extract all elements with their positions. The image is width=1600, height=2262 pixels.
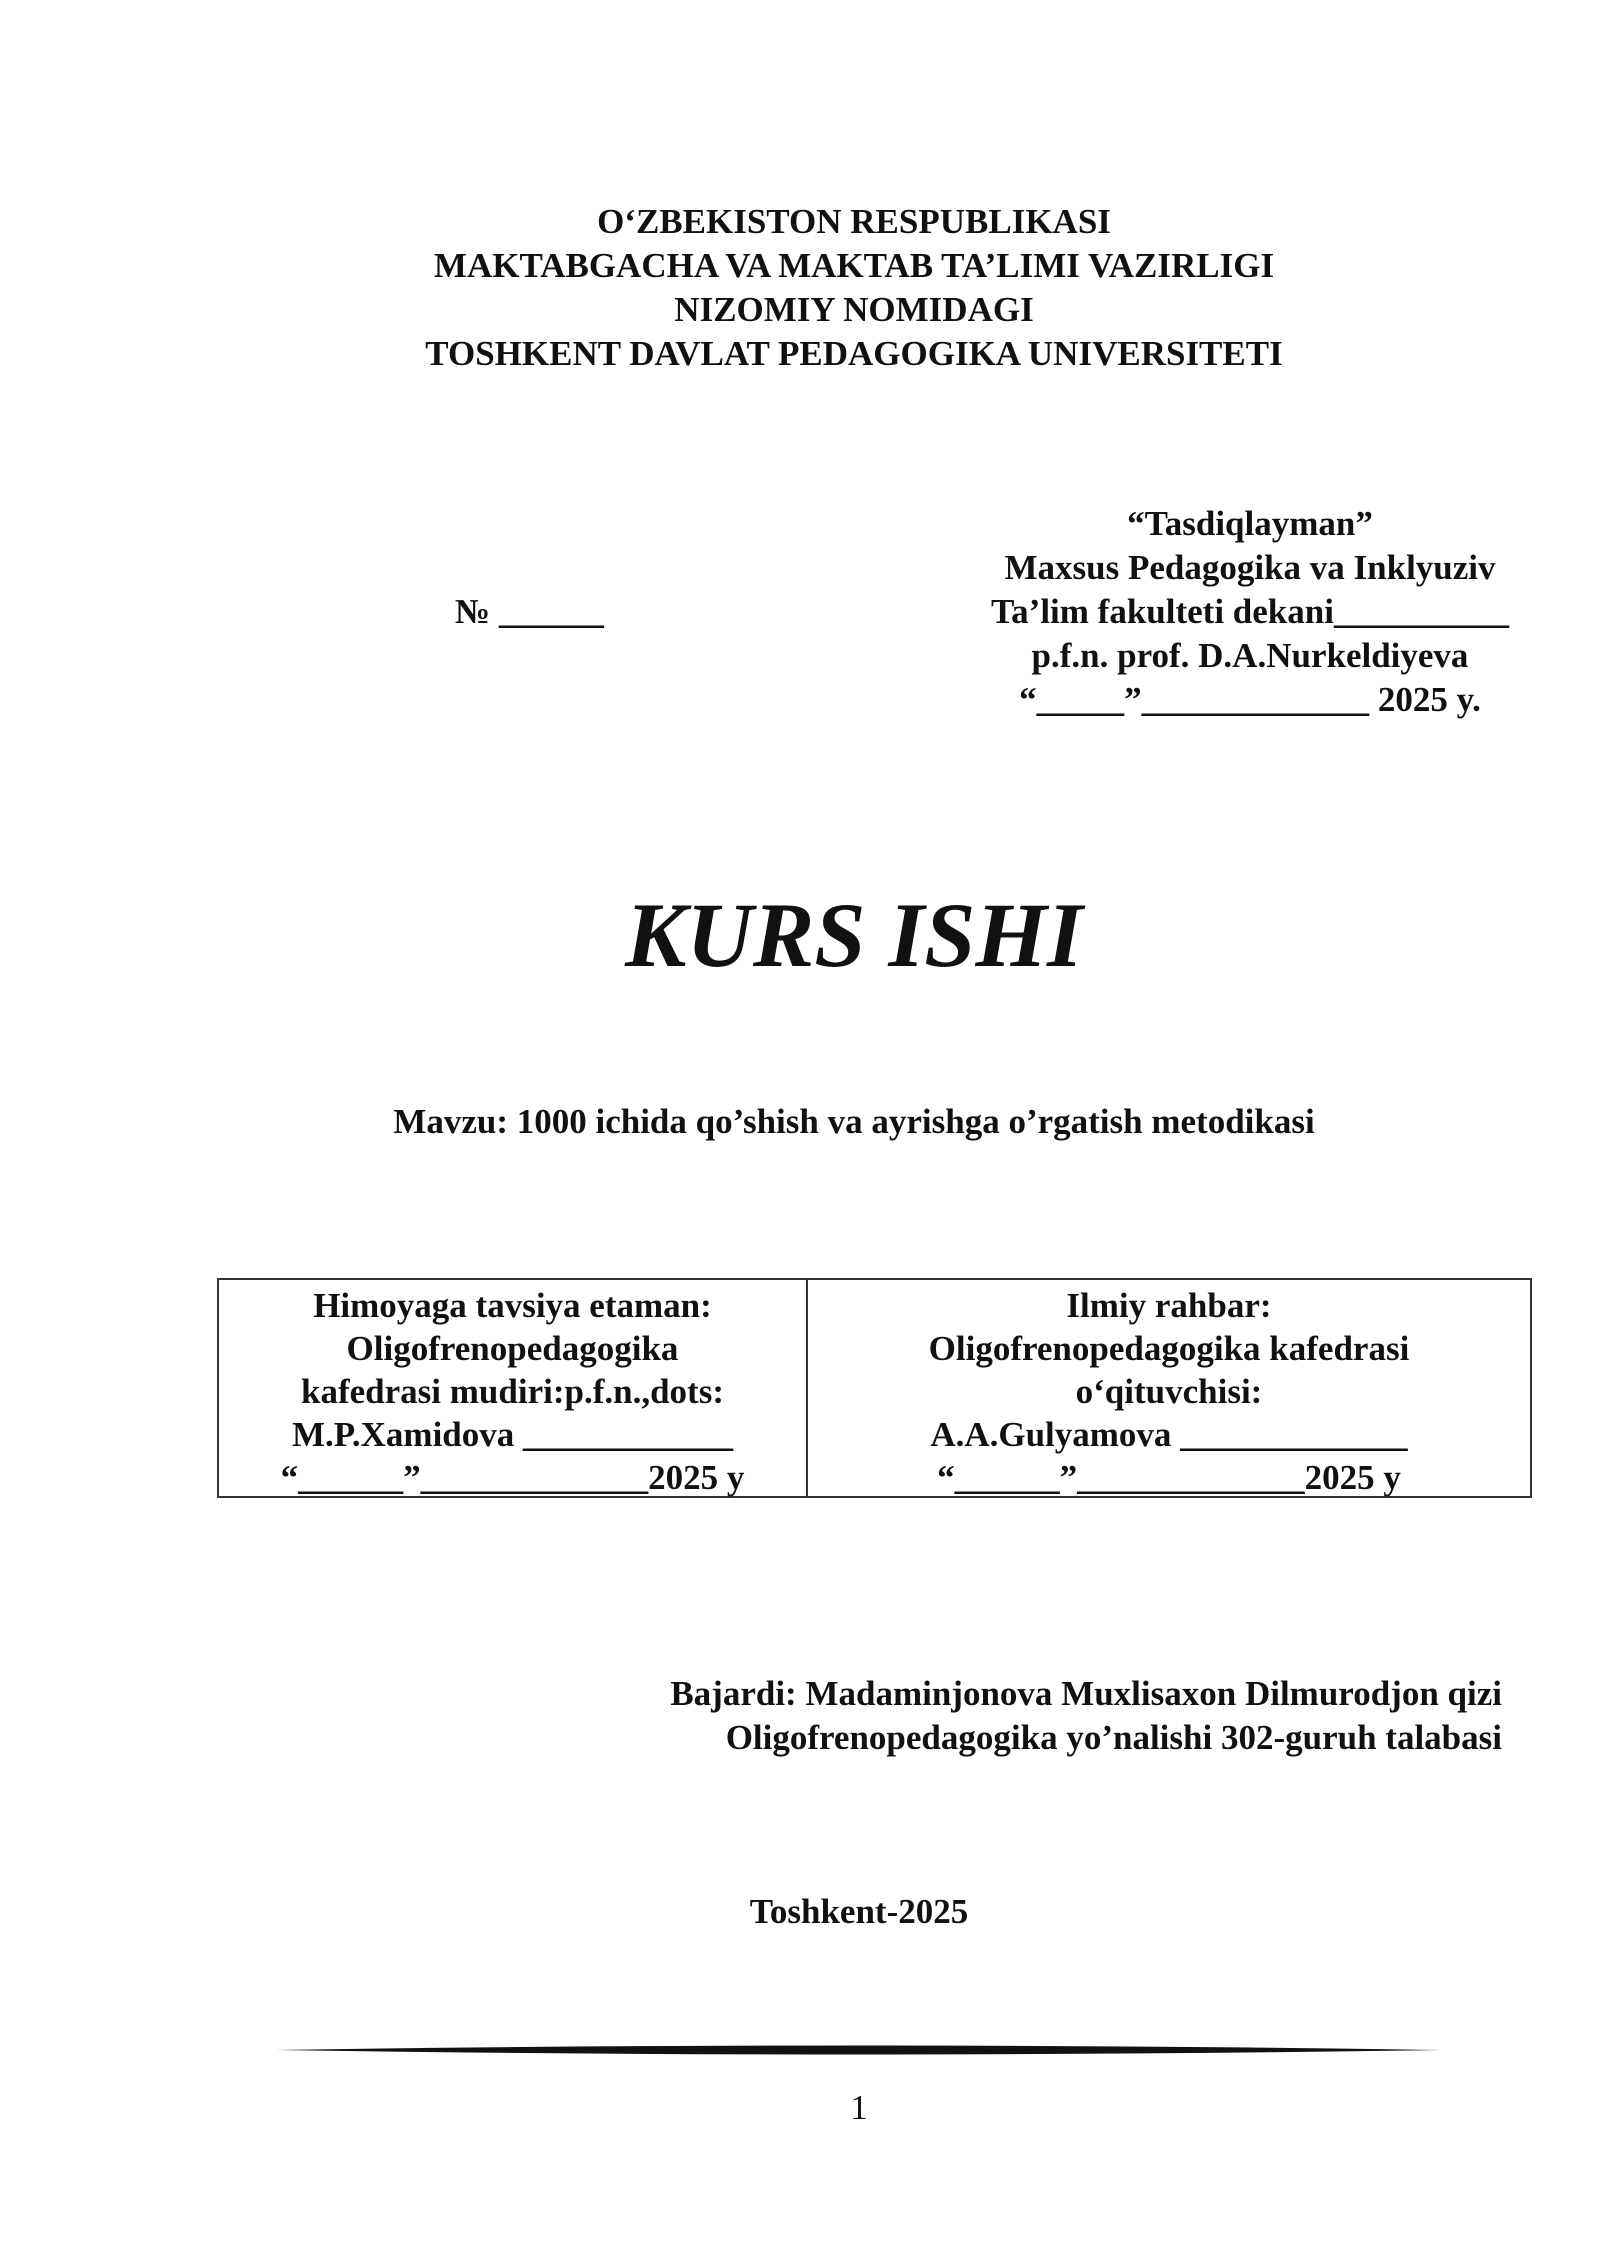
signature-right-line: o‘qituvchisi: (1075, 1372, 1263, 1411)
header-line-named-after: NIZOMIY NOMIDAGI (674, 290, 1034, 329)
document-title: KURS ISHI (625, 884, 1083, 986)
signature-right-line: Ilmiy rahbar: (1066, 1286, 1272, 1325)
signature-table (217, 1278, 1532, 1498)
approval-dean-name: p.f.n. prof. D.A.Nurkeldiyeva (1031, 636, 1469, 675)
page-number: 1 (850, 2088, 868, 2127)
signature-left-line: kafedrasi mudiri:p.f.n.,dots: (301, 1372, 724, 1411)
signature-left-date: “______”_____________2025 y (280, 1458, 745, 1497)
topic-line: Mavzu: 1000 ichida qo’shish va ayrishga o’rgatish metodikasi (393, 1102, 1315, 1141)
signature-right-line: A.A.Gulyamova _____________ (930, 1415, 1408, 1454)
signature-right-date: “______”_____________2025 y (937, 1458, 1401, 1497)
header-line-university: TOSHKENT DAVLAT PEDAGOGIKA UNIVERSITETI (425, 334, 1283, 373)
approval-heading: “Tasdiqlayman” (1127, 504, 1373, 543)
header-line-ministry: MAKTABGACHA VA MAKTAB TA’LIMI VAZIRLIGI (433, 246, 1275, 285)
approval-date-line: “_____”_____________ 2025 y. (1019, 680, 1481, 719)
institution-header (0, 200, 1600, 376)
signature-left-line: M.P.Xamidova ____________ (291, 1415, 734, 1454)
signature-cell-supervisor (808, 1280, 1530, 1496)
performer-block (670, 1672, 1502, 1760)
header-line-country: O‘ZBEKISTON RESPUBLIKASI (597, 202, 1111, 241)
performer-group-line: Oligofrenopedagogika yo’nalishi 302-guruh talabasi (725, 1718, 1502, 1757)
approval-faculty-line-1: Maxsus Pedagogika va Inklyuziv (1004, 548, 1496, 587)
footer-divider (276, 2040, 1441, 2060)
signature-cell-defense-recommendation (219, 1280, 808, 1496)
signature-right-line: Oligofrenopedagogika kafedrasi (928, 1329, 1410, 1368)
signature-left-line: Oligofrenopedagogika (346, 1329, 679, 1368)
signature-left-line: Himoyaga tavsiya etaman: (313, 1286, 712, 1325)
approval-faculty-line-2: Ta’lim fakulteti dekani__________ (991, 592, 1509, 631)
approval-block (870, 502, 1600, 722)
document-number-field: № ______ (455, 592, 604, 631)
performer-name-line: Bajardi: Madaminjonova Muxlisaxon Dilmurodjon qizi (670, 1674, 1502, 1713)
city-year: Toshkent-2025 (749, 1892, 969, 1931)
